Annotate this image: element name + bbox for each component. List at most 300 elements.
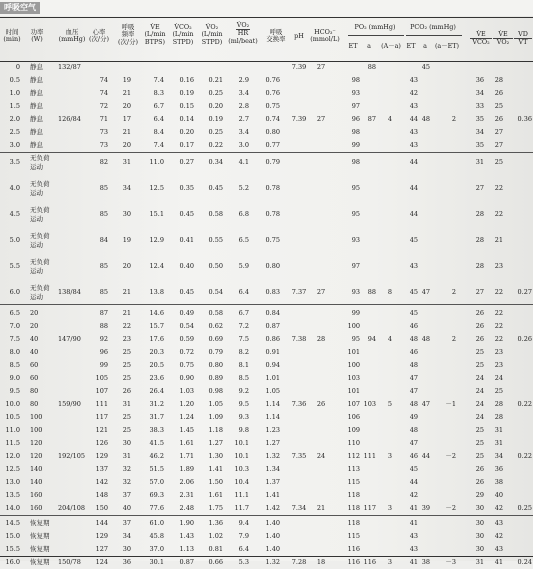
cell-po2et: 98	[351, 158, 360, 166]
cell-eqo2	[489, 61, 503, 74]
cell-ph	[290, 359, 308, 372]
cell-vdvt	[510, 385, 532, 398]
table-row	[0, 139, 533, 152]
cell-pco2a: 48	[421, 335, 430, 343]
cell-po2a	[362, 372, 376, 385]
cell-pco2d: 2	[451, 115, 456, 123]
cell-ve: 15.1	[149, 210, 164, 218]
cell-vdvt	[510, 359, 532, 372]
cell-po2a	[362, 100, 376, 113]
cell-vdvt	[510, 517, 532, 530]
cell-po2et: 115	[347, 478, 360, 486]
cell-pco2d	[440, 87, 456, 100]
cell-rer: 1.40	[265, 532, 280, 540]
col-header-hco3	[308, 29, 342, 44]
cell-pco2d	[440, 517, 456, 530]
table-row	[0, 260, 533, 273]
cell-vo2: 1.50	[208, 478, 223, 486]
col-header-vd-vt	[514, 31, 532, 47]
cell-vo2: 1.30	[208, 452, 223, 460]
cell-rer: 0.83	[265, 288, 280, 296]
cell-vdvt: 0.22	[517, 452, 532, 460]
cell-eqo2: 25	[494, 387, 503, 395]
cell-po2a	[362, 346, 376, 359]
cell-po2aa	[380, 476, 392, 489]
cell-t: 10.0	[5, 400, 20, 408]
cell-pco2et: 48	[409, 400, 418, 408]
cell-eqo2: 27	[494, 128, 503, 136]
cell-pco2a	[416, 385, 430, 398]
col-header-hco3-unit: (mmol/L)	[310, 35, 340, 44]
cell-hr: 72	[99, 102, 108, 110]
cell-pco2a: 47	[421, 400, 430, 408]
cell-eqco2: 27	[475, 288, 484, 296]
cell-bp	[58, 489, 88, 502]
cell-vo2: 1.27	[208, 439, 223, 447]
cell-po2a	[362, 411, 376, 424]
cell-po2aa: 4	[387, 115, 392, 123]
cell-po2aa: 4	[387, 335, 392, 343]
col-header-vco2-unit2: STPD)	[172, 37, 194, 46]
cell-t: 13.5	[5, 491, 20, 499]
cell-ve: 31.7	[149, 413, 164, 421]
cell-po2a	[362, 156, 376, 169]
cell-vo2hr: 10.4	[234, 478, 249, 486]
cell-pco2d	[440, 139, 456, 152]
cell-vo2: 0.25	[208, 89, 223, 97]
cell-rer: 0.86	[265, 335, 280, 343]
col-header-rr-label2: 频率	[121, 30, 135, 39]
cell-rr: 34	[122, 184, 131, 192]
cell-eqo2: 22	[494, 335, 503, 343]
col-header-vd-vt-denominator: VT	[514, 38, 532, 46]
cell-w: 静息	[30, 63, 43, 71]
cell-ph	[290, 372, 308, 385]
table-row	[0, 424, 533, 437]
cell-vco2: 0.35	[179, 184, 194, 192]
cell-w: 恢复期	[30, 545, 50, 553]
cell-hr: 111	[95, 400, 108, 408]
table-row	[0, 208, 533, 221]
cell-pco2et: 41	[409, 519, 418, 527]
cell-vdvt	[510, 437, 532, 450]
col-header-rr	[115, 24, 141, 46]
cell-po2et: 106	[347, 413, 360, 421]
cell-hco3: 21	[316, 504, 326, 512]
cell-vdvt	[510, 234, 532, 247]
cell-pco2et: 44	[409, 184, 418, 192]
cell-ve: 38.3	[149, 426, 164, 434]
cell-pco2d	[440, 74, 456, 87]
cell-po2a	[362, 489, 376, 502]
cell-ph	[290, 87, 308, 100]
cell-rr: 25	[122, 413, 131, 421]
cell-bp	[58, 437, 88, 450]
cell-t: 16.0	[5, 558, 20, 566]
cell-w: 静息	[30, 76, 43, 84]
cell-bp	[58, 156, 88, 169]
cell-vdvt	[510, 346, 532, 359]
cell-vco2: 0.14	[179, 115, 194, 123]
cell-po2aa	[380, 543, 392, 556]
cell-bp: 132/87	[58, 63, 81, 71]
cell-bp	[58, 372, 88, 385]
cell-po2a	[362, 260, 376, 273]
cell-vo2	[199, 61, 223, 74]
cell-vo2: 0.80	[208, 361, 223, 369]
cell-ph	[290, 463, 308, 476]
col-header-hco3-label: HCO₃⁻	[314, 28, 336, 36]
col-header-hr-label: 心率	[92, 28, 106, 36]
cell-eqco2: 30	[475, 519, 484, 527]
cell-pco2a: 44	[421, 452, 430, 460]
cell-rr: 20	[122, 102, 131, 110]
cell-eqo2: 38	[494, 478, 503, 486]
col-group-pco2: PCO₂ (mmHg)	[410, 23, 456, 31]
cell-eqco2: 34	[475, 89, 484, 97]
cell-po2et: 118	[347, 491, 360, 499]
table-row	[0, 61, 533, 74]
cell-hco3	[310, 424, 332, 437]
cell-hco3: 28	[316, 335, 326, 343]
cell-po2aa	[380, 489, 392, 502]
cell-vo2: 0.89	[208, 374, 223, 382]
cell-vco2: 1.89	[179, 465, 194, 473]
cell-vo2: 0.62	[208, 322, 223, 330]
cell-vco2: 0.41	[179, 236, 194, 244]
cell-eqo2: 28	[494, 413, 503, 421]
table-row	[0, 234, 533, 247]
cell-pco2d	[440, 411, 456, 424]
cell-eqo2: 40	[494, 491, 503, 499]
cell-eqco2: 28	[475, 236, 484, 244]
cell-hr: 85	[99, 262, 108, 270]
col-header-bp-unit: (mmHg)	[58, 35, 86, 44]
col-header-pco2-a: a	[423, 42, 427, 50]
cell-vo2hr: 6.4	[238, 288, 249, 296]
cell-hr: 74	[99, 76, 108, 84]
cell-vo2: 0.58	[208, 309, 223, 317]
cell-w: 无负荷运动	[30, 284, 50, 301]
pco2-group-rule	[406, 35, 462, 36]
cell-po2et: 93	[351, 89, 360, 97]
cell-po2a: 103	[363, 400, 376, 408]
cell-vco2: 0.75	[179, 361, 194, 369]
cell-vco2: 0.20	[179, 128, 194, 136]
cell-w: 120	[30, 439, 43, 447]
cell-vdvt: 0.25	[517, 504, 532, 512]
cell-bp: 159/90	[58, 400, 81, 408]
cell-t: 3.0	[9, 141, 20, 149]
cell-pco2et: 43	[409, 545, 418, 553]
cell-t: 11.0	[5, 426, 20, 434]
cell-t: 1.0	[9, 89, 20, 97]
cell-eqco2	[470, 61, 484, 74]
cell-pco2d: 2	[451, 288, 456, 296]
cell-vdvt	[510, 372, 532, 385]
table-row	[0, 463, 533, 476]
cell-vo2: 0.79	[208, 348, 223, 356]
col-header-o2-pulse-denominator: HR	[237, 29, 249, 38]
cell-po2aa	[380, 411, 392, 424]
cell-w: 恢复期	[30, 558, 50, 566]
cell-rer	[256, 61, 280, 74]
cell-pco2et: 43	[409, 128, 418, 136]
cell-pco2et: 48	[409, 361, 418, 369]
cell-eqco2: 31	[475, 558, 484, 566]
cell-po2aa: 3	[387, 452, 392, 460]
cell-t: 5.0	[9, 236, 20, 244]
cell-hco3	[310, 307, 332, 320]
cell-pco2et: 48	[409, 426, 418, 434]
cell-ph	[290, 260, 308, 273]
cell-w: 140	[30, 478, 43, 486]
cell-hr: 71	[99, 115, 108, 123]
cell-hco3	[310, 320, 332, 333]
cell-rer: 0.76	[265, 89, 280, 97]
cell-t: 12.0	[5, 452, 20, 460]
cell-ph: 7.39	[291, 63, 307, 71]
cell-po2aa	[380, 307, 392, 320]
cell-eqco2: 26	[475, 465, 484, 473]
cell-vo2: 1.02	[208, 532, 223, 540]
cell-eqco2: 25	[475, 361, 484, 369]
cell-t: 15.5	[5, 545, 20, 553]
cell-pco2a	[416, 307, 430, 320]
cell-hr: 99	[99, 361, 108, 369]
col-header-work-unit: (W)	[31, 35, 43, 44]
cell-eqco2: 35	[475, 115, 484, 123]
cell-eqco2: 24	[475, 387, 484, 395]
cell-eqo2: 43	[494, 545, 503, 553]
cell-pco2et: 47	[409, 387, 418, 395]
col-header-vo2-label: V̇O₂	[205, 23, 219, 31]
cell-w: 60	[30, 361, 39, 369]
cell-po2a	[362, 139, 376, 152]
cell-t: 0.5	[9, 76, 20, 84]
cell-vo2hr: 2.8	[238, 102, 249, 110]
cell-vo2: 0.98	[208, 387, 223, 395]
cell-ph	[290, 346, 308, 359]
cell-po2et: 115	[347, 532, 360, 540]
cell-ph	[290, 100, 308, 113]
cell-hr: 73	[99, 141, 108, 149]
cell-rer: 1.05	[265, 387, 280, 395]
cell-eqco2: 27	[475, 184, 484, 192]
cell-rr: 20	[122, 141, 131, 149]
table-row	[0, 411, 533, 424]
cell-ph	[290, 234, 308, 247]
cell-po2aa	[380, 424, 392, 437]
cell-po2a	[362, 182, 376, 195]
cell-pco2a: 45	[421, 63, 430, 71]
cell-t: 11.5	[5, 439, 20, 447]
cell-eqco2: 34	[475, 128, 484, 136]
cell-ve: 20.3	[149, 348, 164, 356]
cell-vo2: 0.66	[208, 558, 223, 566]
cell-w: 160	[30, 491, 43, 499]
cell-vco2: 2.06	[179, 478, 194, 486]
cell-eqo2: 21	[494, 236, 503, 244]
cell-vdvt	[510, 100, 532, 113]
cell-po2aa	[380, 372, 392, 385]
cell-hr: 85	[99, 210, 108, 218]
cell-rr: 23	[122, 335, 131, 343]
cell-hco3: 24	[316, 452, 326, 460]
cell-t: 7.5	[9, 335, 20, 343]
cell-ve: 23.6	[149, 374, 164, 382]
cell-po2aa: 8	[387, 288, 392, 296]
cell-pco2a	[416, 543, 430, 556]
cell-rr: 26	[122, 387, 131, 395]
cell-rer: 1.40	[265, 519, 280, 527]
cell-bp	[58, 411, 88, 424]
table-row	[0, 543, 533, 556]
cell-vo2hr: 8.2	[238, 348, 249, 356]
cell-pco2a	[416, 517, 430, 530]
cell-rer: 0.80	[265, 128, 280, 136]
cell-bp: 192/105	[58, 452, 86, 460]
cell-vco2: 0.15	[179, 102, 194, 110]
cell-hco3	[310, 517, 332, 530]
cell-hr: 105	[95, 374, 108, 382]
cell-vdvt	[510, 61, 532, 74]
cell-pco2d	[440, 385, 456, 398]
cell-po2et: 96	[351, 115, 360, 123]
cell-po2a	[362, 234, 376, 247]
table-row	[0, 437, 533, 450]
cell-bp: 138/84	[58, 288, 81, 296]
cell-rer: 1.32	[265, 452, 280, 460]
cell-ve	[141, 61, 164, 74]
cell-pco2d	[440, 530, 456, 543]
cell-vo2hr: 5.2	[238, 184, 249, 192]
cell-ve: 37.0	[149, 545, 164, 553]
cell-vdvt: 0.24	[517, 558, 532, 566]
cell-rr: 34	[122, 532, 131, 540]
cell-pco2a	[416, 463, 430, 476]
cell-pco2a: 38	[421, 558, 430, 566]
cell-eqco2: 25	[475, 426, 484, 434]
cell-vco2: 0.19	[179, 89, 194, 97]
cell-eqco2: 24	[475, 374, 484, 382]
cell-po2aa	[380, 182, 392, 195]
cell-po2aa	[380, 100, 392, 113]
cell-eqco2: 36	[475, 76, 484, 84]
cell-ph	[290, 208, 308, 221]
cell-hco3	[310, 437, 332, 450]
cell-vco2: 0.27	[179, 158, 194, 166]
cell-po2aa	[380, 156, 392, 169]
cell-vo2hr: 3.4	[238, 128, 249, 136]
cell-t: 10.5	[5, 413, 20, 421]
cell-hco3	[310, 234, 332, 247]
table-row	[0, 476, 533, 489]
cell-hr: 150	[95, 504, 108, 512]
cell-po2et: 118	[347, 519, 360, 527]
cell-w: 无负荷运动	[30, 180, 50, 197]
table-row	[0, 359, 533, 372]
cell-w: 无负荷运动	[30, 258, 50, 275]
cell-pco2et: 41	[409, 504, 418, 512]
cell-po2a	[362, 74, 376, 87]
cell-eqo2: 22	[494, 309, 503, 317]
cell-vo2: 0.81	[208, 545, 223, 553]
cell-vdvt	[510, 530, 532, 543]
cell-hr: 73	[99, 128, 108, 136]
cell-vco2: 1.71	[179, 452, 194, 460]
cell-po2et: 118	[347, 504, 360, 512]
cell-rer: 1.27	[265, 439, 280, 447]
cell-pco2a: 47	[421, 288, 430, 296]
cell-pco2d	[440, 307, 456, 320]
cell-vo2: 0.21	[208, 76, 223, 84]
table-row	[0, 74, 533, 87]
row-group-divider	[0, 304, 533, 305]
cell-vco2: 1.61	[179, 439, 194, 447]
cell-vo2hr: 8.1	[238, 361, 249, 369]
cell-rer: 0.76	[265, 76, 280, 84]
cell-eqco2: 28	[475, 210, 484, 218]
cell-eqo2: 42	[494, 504, 503, 512]
cell-vco2: 0.59	[179, 335, 194, 343]
cell-po2et: 97	[351, 262, 360, 270]
table-row	[0, 182, 533, 195]
cell-hr: 148	[95, 491, 108, 499]
page-title-bar	[0, 0, 533, 16]
cell-ve: 13.8	[149, 288, 164, 296]
cell-pco2et: 47	[409, 439, 418, 447]
cell-vo2: 1.09	[208, 413, 223, 421]
cell-pco2d: －3	[445, 558, 456, 566]
cell-vo2: 0.69	[208, 335, 223, 343]
cell-vo2: 1.75	[208, 504, 223, 512]
cell-vo2hr: 7.9	[238, 532, 249, 540]
table-row	[0, 100, 533, 113]
cell-po2a	[362, 385, 376, 398]
cell-w: 80	[30, 387, 39, 395]
cell-pco2et: 44	[409, 158, 418, 166]
cell-ph	[290, 307, 308, 320]
cell-pco2a	[416, 437, 430, 450]
col-header-rer-label2: 交换率	[266, 35, 286, 44]
cell-ve: 12.4	[149, 262, 164, 270]
cell-po2et: 101	[347, 387, 360, 395]
cell-ve: 30.1	[149, 558, 164, 566]
cell-hr: 142	[95, 478, 108, 486]
cell-po2aa	[380, 61, 392, 74]
cell-hco3	[310, 156, 332, 169]
table-row	[0, 398, 533, 411]
cell-hco3	[310, 260, 332, 273]
cell-eqco2: 30	[475, 545, 484, 553]
cell-eqco2: 31	[475, 158, 484, 166]
cell-po2aa	[380, 517, 392, 530]
cell-vo2: 0.22	[208, 141, 223, 149]
cell-bp	[58, 139, 88, 152]
cell-hco3	[310, 530, 332, 543]
cell-po2aa	[380, 139, 392, 152]
cell-po2aa	[380, 74, 392, 87]
cell-vco2: 1.24	[179, 413, 194, 421]
cell-pco2a	[416, 126, 430, 139]
col-header-vo2-unit2: STPD)	[201, 37, 223, 46]
cell-t: 4.5	[9, 210, 20, 218]
cell-eqco2: 28	[475, 262, 484, 270]
cell-vo2: 0.55	[208, 236, 223, 244]
cell-bp	[58, 463, 88, 476]
cell-t: 9.0	[9, 374, 20, 382]
